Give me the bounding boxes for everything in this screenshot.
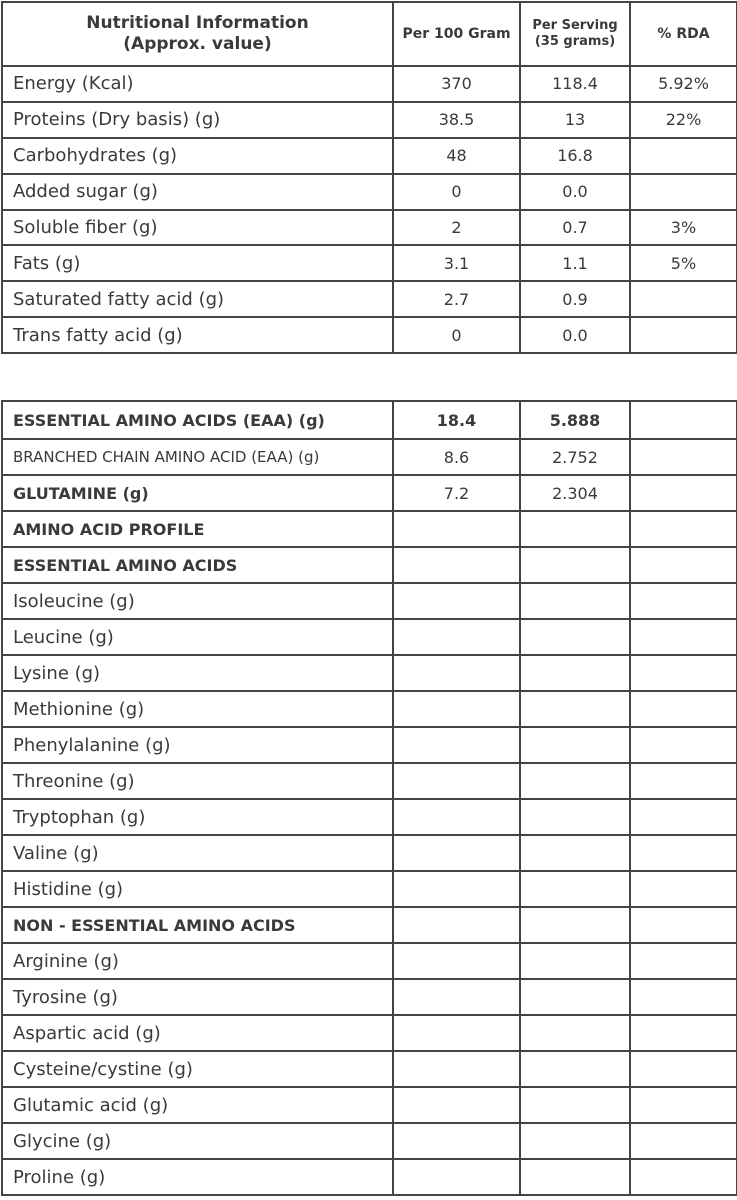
value-per-serving bbox=[520, 691, 630, 727]
value-per-100g: 0 bbox=[393, 174, 520, 210]
value-per-100g: 38.5 bbox=[393, 102, 520, 138]
value-per-100g bbox=[393, 547, 520, 583]
value-per-serving: 1.1 bbox=[520, 245, 630, 281]
row-label: Methionine (g) bbox=[2, 691, 393, 727]
row-label: Histidine (g) bbox=[2, 871, 393, 907]
section-heading: ESSENTIAL AMINO ACIDS bbox=[2, 547, 393, 583]
value-rda bbox=[630, 1159, 737, 1195]
value-per-100g bbox=[393, 871, 520, 907]
value-rda bbox=[630, 907, 737, 943]
value-per-100g bbox=[393, 1159, 520, 1195]
table-row bbox=[2, 583, 737, 619]
value-per-100g bbox=[393, 1015, 520, 1051]
value-per-serving bbox=[520, 907, 630, 943]
table-row bbox=[2, 245, 737, 281]
value-per-serving bbox=[520, 547, 630, 583]
value-per-serving: 0.7 bbox=[520, 210, 630, 246]
row-label: Cysteine/cystine (g) bbox=[2, 1051, 393, 1087]
column-header-rda: % RDA bbox=[630, 2, 737, 66]
value-per-100g bbox=[393, 727, 520, 763]
value-per-100g bbox=[393, 619, 520, 655]
value-rda bbox=[630, 547, 737, 583]
table-row bbox=[2, 547, 737, 583]
value-per-serving: 2.752 bbox=[520, 439, 630, 475]
value-per-serving: 13 bbox=[520, 102, 630, 138]
row-label: GLUTAMINE (g) bbox=[2, 475, 393, 511]
value-per-100g: 48 bbox=[393, 138, 520, 174]
value-per-100g bbox=[393, 943, 520, 979]
value-per-serving bbox=[520, 835, 630, 871]
value-per-100g bbox=[393, 1123, 520, 1159]
value-rda bbox=[630, 583, 737, 619]
value-rda bbox=[630, 763, 737, 799]
table-row bbox=[2, 1087, 737, 1123]
value-rda bbox=[630, 317, 737, 353]
value-per-serving bbox=[520, 979, 630, 1015]
table-row bbox=[2, 138, 737, 174]
value-rda: 3% bbox=[630, 210, 737, 246]
value-per-100g bbox=[393, 511, 520, 547]
value-rda: 5.92% bbox=[630, 66, 737, 102]
section-heading: NON - ESSENTIAL AMINO ACIDS bbox=[2, 907, 393, 943]
nutrition-header-row bbox=[2, 2, 737, 66]
table-row bbox=[2, 281, 737, 317]
value-per-serving bbox=[520, 1015, 630, 1051]
value-per-100g bbox=[393, 1087, 520, 1123]
table-row bbox=[2, 102, 737, 138]
value-rda: 22% bbox=[630, 102, 737, 138]
value-per-100g bbox=[393, 979, 520, 1015]
value-per-100g bbox=[393, 1051, 520, 1087]
value-per-100g: 370 bbox=[393, 66, 520, 102]
value-rda bbox=[630, 281, 737, 317]
value-rda bbox=[630, 511, 737, 547]
row-label: Saturated fatty acid (g) bbox=[2, 281, 393, 317]
value-per-serving bbox=[520, 799, 630, 835]
row-label: Glutamic acid (g) bbox=[2, 1087, 393, 1123]
value-per-serving: 5.888 bbox=[520, 401, 630, 439]
table-row bbox=[2, 1123, 737, 1159]
row-label: Proteins (Dry basis) (g) bbox=[2, 102, 393, 138]
value-rda bbox=[630, 799, 737, 835]
value-per-serving bbox=[520, 727, 630, 763]
value-per-100g bbox=[393, 583, 520, 619]
value-per-serving: 2.304 bbox=[520, 475, 630, 511]
value-rda bbox=[630, 1051, 737, 1087]
row-label: Arginine (g) bbox=[2, 943, 393, 979]
table-row bbox=[2, 1015, 737, 1051]
value-per-serving bbox=[520, 1123, 630, 1159]
value-per-100g: 3.1 bbox=[393, 245, 520, 281]
table-row bbox=[2, 943, 737, 979]
value-per-100g bbox=[393, 799, 520, 835]
value-per-serving: 0.0 bbox=[520, 317, 630, 353]
row-label: Trans fatty acid (g) bbox=[2, 317, 393, 353]
value-rda bbox=[630, 1015, 737, 1051]
value-per-serving bbox=[520, 511, 630, 547]
row-label: Aspartic acid (g) bbox=[2, 1015, 393, 1051]
nutrition-title: Nutritional Information bbox=[86, 13, 309, 33]
value-per-100g bbox=[393, 655, 520, 691]
value-per-serving bbox=[520, 583, 630, 619]
value-per-serving bbox=[520, 943, 630, 979]
value-per-serving bbox=[520, 619, 630, 655]
value-per-100g bbox=[393, 763, 520, 799]
row-label: Glycine (g) bbox=[2, 1123, 393, 1159]
table-row bbox=[2, 317, 737, 353]
table-row bbox=[2, 511, 737, 547]
value-rda bbox=[630, 835, 737, 871]
table-row bbox=[2, 907, 737, 943]
serving-size-label: (35 grams) bbox=[534, 34, 616, 49]
row-label: Fats (g) bbox=[2, 245, 393, 281]
table-row bbox=[2, 871, 737, 907]
value-rda bbox=[630, 401, 737, 439]
table-row bbox=[2, 1159, 737, 1195]
value-per-serving bbox=[520, 1051, 630, 1087]
nutrition-table bbox=[1, 1, 737, 354]
value-rda bbox=[630, 871, 737, 907]
nutrition-title-cell bbox=[2, 2, 393, 66]
value-rda bbox=[630, 475, 737, 511]
value-per-serving bbox=[520, 871, 630, 907]
value-per-serving bbox=[520, 1159, 630, 1195]
row-label: Phenylalanine (g) bbox=[2, 727, 393, 763]
table-row bbox=[2, 691, 737, 727]
table-row bbox=[2, 979, 737, 1015]
table-row bbox=[2, 1051, 737, 1087]
table-row bbox=[2, 210, 737, 246]
row-label: Threonine (g) bbox=[2, 763, 393, 799]
value-rda bbox=[630, 655, 737, 691]
column-header-per-serving bbox=[520, 2, 630, 66]
table-row bbox=[2, 799, 737, 835]
column-header-per-100-gram: Per 100 Gram bbox=[393, 2, 520, 66]
value-per-serving bbox=[520, 763, 630, 799]
table-row bbox=[2, 835, 737, 871]
table-row bbox=[2, 439, 737, 475]
row-label: Isoleucine (g) bbox=[2, 583, 393, 619]
value-per-100g: 0 bbox=[393, 317, 520, 353]
value-per-100g: 2.7 bbox=[393, 281, 520, 317]
value-rda bbox=[630, 1123, 737, 1159]
value-per-100g: 8.6 bbox=[393, 439, 520, 475]
amino-acid-table bbox=[1, 400, 737, 1196]
value-rda bbox=[630, 619, 737, 655]
row-label: ESSENTIAL AMINO ACIDS (EAA) (g) bbox=[2, 401, 393, 439]
value-rda bbox=[630, 439, 737, 475]
table-row bbox=[2, 763, 737, 799]
table-row bbox=[2, 174, 737, 210]
row-label: Lysine (g) bbox=[2, 655, 393, 691]
table-row bbox=[2, 401, 737, 439]
row-label: Valine (g) bbox=[2, 835, 393, 871]
table-row bbox=[2, 66, 737, 102]
section-heading: AMINO ACID PROFILE bbox=[2, 511, 393, 547]
value-rda bbox=[630, 943, 737, 979]
value-rda bbox=[630, 138, 737, 174]
value-per-100g bbox=[393, 907, 520, 943]
value-per-100g: 2 bbox=[393, 210, 520, 246]
row-label: Tryptophan (g) bbox=[2, 799, 393, 835]
row-label: Soluble fiber (g) bbox=[2, 210, 393, 246]
value-per-100g: 7.2 bbox=[393, 475, 520, 511]
row-label: Carbohydrates (g) bbox=[2, 138, 393, 174]
value-per-serving: 0.9 bbox=[520, 281, 630, 317]
table-row bbox=[2, 655, 737, 691]
table-row bbox=[2, 619, 737, 655]
row-label: Leucine (g) bbox=[2, 619, 393, 655]
value-rda bbox=[630, 174, 737, 210]
value-per-serving: 16.8 bbox=[520, 138, 630, 174]
value-rda bbox=[630, 691, 737, 727]
row-label: Added sugar (g) bbox=[2, 174, 393, 210]
value-rda: 5% bbox=[630, 245, 737, 281]
row-label: Tyrosine (g) bbox=[2, 979, 393, 1015]
per-serving-label: Per Serving bbox=[532, 18, 618, 33]
value-per-serving: 118.4 bbox=[520, 66, 630, 102]
value-per-100g: 18.4 bbox=[393, 401, 520, 439]
row-label: Energy (Kcal) bbox=[2, 66, 393, 102]
table-row bbox=[2, 727, 737, 763]
value-rda bbox=[630, 727, 737, 763]
table-row bbox=[2, 475, 737, 511]
value-per-serving bbox=[520, 1087, 630, 1123]
value-per-100g bbox=[393, 691, 520, 727]
value-per-serving bbox=[520, 655, 630, 691]
value-rda bbox=[630, 979, 737, 1015]
row-label: BRANCHED CHAIN AMINO ACID (EAA) (g) bbox=[2, 439, 393, 475]
value-per-serving: 0.0 bbox=[520, 174, 630, 210]
nutrition-subtitle: (Approx. value) bbox=[123, 34, 272, 54]
value-rda bbox=[630, 1087, 737, 1123]
value-per-100g bbox=[393, 835, 520, 871]
row-label: Proline (g) bbox=[2, 1159, 393, 1195]
